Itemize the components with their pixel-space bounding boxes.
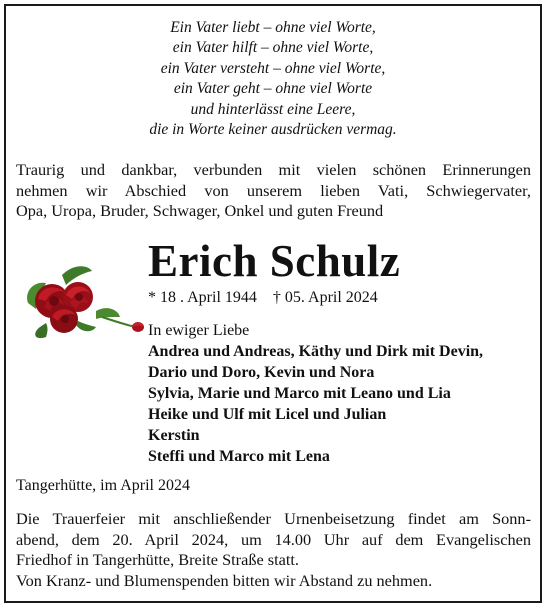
deceased-name: Erich Schulz xyxy=(148,236,401,286)
poem-line: ein Vater geht – ohne viel Worte xyxy=(173,80,373,98)
life-dates xyxy=(148,288,378,308)
obituary-notice xyxy=(4,4,542,603)
intro-line: Opa, Uropa, Bruder, Schwager, Onkel und guten Freund xyxy=(16,201,384,221)
red-roses-image xyxy=(22,261,146,341)
poem xyxy=(6,18,540,140)
intro-line: Traurig und dankbar, verbunden mit vielen schönen Erinnerungen xyxy=(16,160,531,179)
funeral-info-line: Die Trauerfeier mit anschließender Urnenbeisetzung findet am Sonn- xyxy=(16,509,531,528)
birth-date: * 18 . April 1944 xyxy=(148,289,257,306)
poem-line: die in Worte keiner ausdrücken vermag. xyxy=(149,121,397,139)
mourner-line: Heike und Ulf mit Licel und Julian xyxy=(148,406,387,423)
funeral-info-line: Friedhof in Tangerhütte, Breite Straße statt. xyxy=(16,550,299,570)
mourner-line: Kerstin xyxy=(148,427,200,444)
intro-line: nehmen wir Abschied von unserem lieben Vati, Schwiegervater, xyxy=(16,180,531,200)
mourner-line: Steffi und Marco mit Lena xyxy=(148,448,330,465)
intro-text xyxy=(16,160,531,222)
mourners xyxy=(148,320,483,467)
funeral-info-line: abend, dem 20. April 2024, um 14.00 Uhr auf dem Evangelischen xyxy=(16,529,531,549)
mourner-line: Dario und Doro, Kevin und Nora xyxy=(148,364,375,381)
poem-line: Ein Vater liebt – ohne viel Worte, xyxy=(170,19,376,36)
funeral-info-line: Von Kranz- und Blumenspenden bitten wir Abstand zu nehmen. xyxy=(16,570,433,590)
mourner-line: Andrea und Andreas, Käthy und Dirk mit Devin, xyxy=(148,343,484,360)
funeral-info xyxy=(16,509,531,591)
place-date: Tangerhütte, im April 2024 xyxy=(16,477,190,494)
poem-line: ein Vater hilft – ohne viel Worte, xyxy=(172,39,374,57)
poem-line: und hinterlässt eine Leere, xyxy=(190,100,356,118)
mourners-lead: In ewiger Liebe xyxy=(148,322,250,339)
death-date: † 05. April 2024 xyxy=(272,289,378,306)
mourner-line: Sylvia, Marie und Marco mit Leano und Lia xyxy=(148,385,451,402)
poem-line: ein Vater versteht – ohne viel Worte, xyxy=(160,59,386,77)
